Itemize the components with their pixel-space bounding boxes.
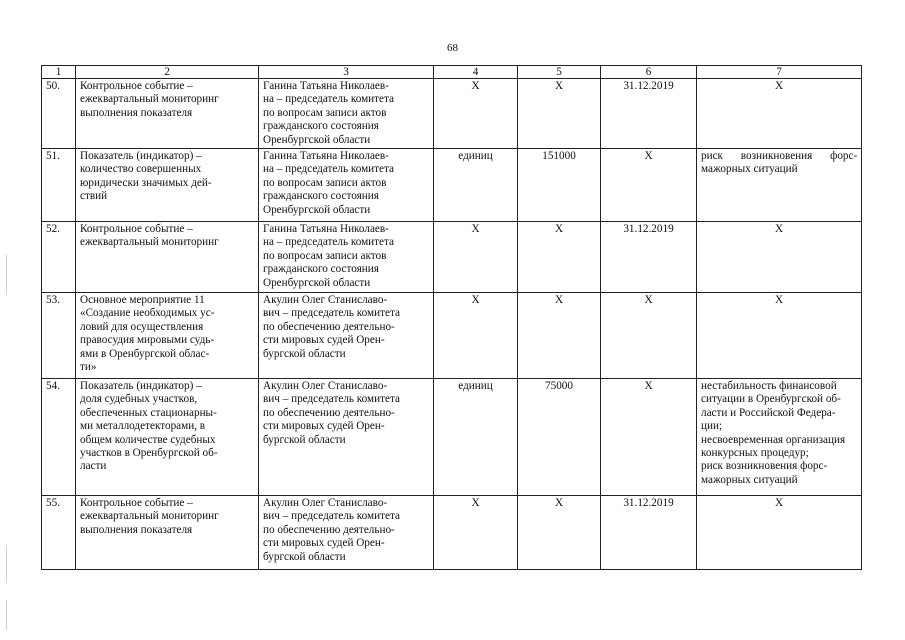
responsible-cell bbox=[259, 293, 434, 379]
event-name-line: Основное мероприятие 11 bbox=[80, 294, 205, 306]
event-name-line: юридически значимых дей- bbox=[80, 176, 212, 189]
responsible-line: гражданского состояния bbox=[263, 263, 379, 276]
column-number-row bbox=[42, 66, 862, 79]
risk-cell bbox=[697, 293, 862, 379]
column-number: 1 bbox=[42, 66, 76, 79]
responsible-line: по вопросам записи актов bbox=[263, 176, 387, 189]
responsible-line: сти мировых судей Орен- bbox=[263, 537, 385, 550]
responsible-line: Ганина Татьяна Николаев- bbox=[263, 223, 389, 235]
risk-line: Х bbox=[774, 294, 784, 306]
event-name-line: количество совершенных bbox=[80, 163, 202, 176]
risk-line: риск возникновения форс- bbox=[701, 150, 858, 162]
table-row bbox=[42, 496, 862, 570]
event-name-line: участков в Оренбургской об- bbox=[80, 447, 218, 460]
event-name-line: ствий bbox=[80, 190, 108, 203]
event-name-line: общем количестве судебных bbox=[80, 433, 216, 446]
responsible-cell bbox=[259, 379, 434, 496]
risk-line: конкурсных процедур; bbox=[701, 447, 809, 460]
table-row bbox=[42, 79, 862, 149]
risk-line: ситуации в Оренбургской об- bbox=[701, 393, 841, 406]
column-number: 5 bbox=[518, 66, 601, 79]
responsible-line: гражданского состояния bbox=[263, 120, 379, 133]
responsible-line: бургской области bbox=[263, 433, 346, 446]
row-number: 51. bbox=[42, 149, 76, 222]
event-name-line: ежеквартальный мониторинг bbox=[80, 93, 219, 106]
risk-line: нестабильность финансовой bbox=[701, 380, 837, 392]
responsible-cell bbox=[259, 79, 434, 149]
row-number: 53. bbox=[42, 293, 76, 379]
responsible-cell bbox=[259, 496, 434, 570]
events-table bbox=[41, 65, 862, 570]
value-cell: Х bbox=[518, 79, 601, 149]
value-cell: Х bbox=[518, 222, 601, 293]
event-name-line: ежеквартальный мониторинг bbox=[80, 510, 219, 523]
responsible-line: по вопросам записи актов bbox=[263, 249, 387, 262]
responsible-line: бургской области bbox=[263, 550, 346, 563]
responsible-line: сти мировых судей Орен- bbox=[263, 420, 385, 433]
event-name-line: обеспеченных стационарны- bbox=[80, 406, 217, 419]
event-name-line: Контрольное событие – bbox=[80, 80, 193, 92]
row-number: 50. bbox=[42, 79, 76, 149]
risk-line: ласти и Российской Федера- bbox=[701, 406, 836, 419]
responsible-line: на – председатель комитета bbox=[263, 236, 395, 249]
table-row bbox=[42, 149, 862, 222]
event-name-line: Контрольное событие – bbox=[80, 223, 193, 235]
table-row bbox=[42, 379, 862, 496]
event-name-cell bbox=[76, 379, 259, 496]
column-number: 2 bbox=[76, 66, 259, 79]
row-number: 52. bbox=[42, 222, 76, 293]
risk-cell bbox=[697, 222, 862, 293]
responsible-cell bbox=[259, 149, 434, 222]
responsible-line: по обеспечению деятельно- bbox=[263, 320, 395, 333]
responsible-line: по обеспечению деятельно- bbox=[263, 523, 395, 536]
risk-cell bbox=[697, 379, 862, 496]
responsible-cell bbox=[259, 222, 434, 293]
table-row bbox=[42, 293, 862, 379]
responsible-line: Акулин Олег Станиславо- bbox=[263, 380, 388, 392]
event-name-line: ти» bbox=[80, 361, 97, 374]
event-name-cell bbox=[76, 222, 259, 293]
responsible-line: Ганина Татьяна Николаев- bbox=[263, 150, 389, 162]
event-name-line: ласти bbox=[80, 460, 107, 473]
date-cell: 31.12.2019 bbox=[601, 496, 697, 570]
value-cell: Х bbox=[518, 496, 601, 570]
responsible-line: вич – председатель комитета bbox=[263, 393, 400, 406]
risk-line: мажорных ситуаций bbox=[701, 473, 798, 486]
responsible-line: Оренбургской области bbox=[263, 203, 371, 216]
unit-cell: Х bbox=[434, 293, 518, 379]
date-cell: Х bbox=[601, 379, 697, 496]
event-name-line: «Создание необходимых ус- bbox=[80, 307, 215, 320]
responsible-line: по обеспечению деятельно- bbox=[263, 406, 395, 419]
column-number: 3 bbox=[259, 66, 434, 79]
event-name-line: Контрольное событие – bbox=[80, 497, 193, 509]
event-name-line: правосудия мировыми судь- bbox=[80, 334, 215, 347]
event-name-line: выполнения показателя bbox=[80, 523, 193, 536]
risk-line: несвоевременная организация bbox=[701, 433, 846, 446]
event-name-line: ежеквартальный мониторинг bbox=[80, 236, 219, 249]
risk-line: ции; bbox=[701, 420, 723, 433]
date-cell: 31.12.2019 bbox=[601, 79, 697, 149]
unit-cell: единиц bbox=[434, 149, 518, 222]
scan-edge-mark bbox=[6, 545, 7, 583]
event-name-cell bbox=[76, 79, 259, 149]
page-number: 68 bbox=[447, 42, 458, 54]
value-cell: Х bbox=[518, 293, 601, 379]
event-name-cell bbox=[76, 496, 259, 570]
risk-cell bbox=[697, 79, 862, 149]
risk-line: Х bbox=[774, 223, 784, 235]
responsible-line: на – председатель комитета bbox=[263, 163, 395, 176]
responsible-line: сти мировых судей Орен- bbox=[263, 334, 385, 347]
event-name-cell bbox=[76, 149, 259, 222]
responsible-line: вич – председатель комитета bbox=[263, 307, 400, 320]
responsible-line: Ганина Татьяна Николаев- bbox=[263, 80, 389, 92]
risk-cell bbox=[697, 496, 862, 570]
date-cell: 31.12.2019 bbox=[601, 222, 697, 293]
scan-edge-mark bbox=[6, 600, 7, 630]
event-name-line: ловий для осуществления bbox=[80, 320, 204, 333]
scan-edge-mark bbox=[6, 255, 7, 295]
responsible-line: Оренбургской области bbox=[263, 276, 371, 289]
event-name-line: ми металлодетекторами, в bbox=[80, 420, 206, 433]
value-cell: 151000 bbox=[518, 149, 601, 222]
risk-line: мажорных ситуаций bbox=[701, 163, 798, 176]
responsible-line: Акулин Олег Станиславо- bbox=[263, 497, 388, 509]
column-number: 4 bbox=[434, 66, 518, 79]
responsible-line: гражданского состояния bbox=[263, 190, 379, 203]
risk-line: риск возникновения форс- bbox=[701, 460, 828, 473]
row-number: 55. bbox=[42, 496, 76, 570]
table-row bbox=[42, 222, 862, 293]
event-name-cell bbox=[76, 293, 259, 379]
unit-cell: Х bbox=[434, 222, 518, 293]
responsible-line: Оренбургской области bbox=[263, 133, 371, 146]
event-name-line: выполнения показателя bbox=[80, 106, 193, 119]
date-cell: Х bbox=[601, 293, 697, 379]
risk-line: Х bbox=[774, 497, 784, 509]
unit-cell: единиц bbox=[434, 379, 518, 496]
column-number: 7 bbox=[697, 66, 862, 79]
event-name-line: доля судебных участков, bbox=[80, 393, 198, 406]
responsible-line: по вопросам записи актов bbox=[263, 106, 387, 119]
event-name-line: Показатель (индикатор) – bbox=[80, 380, 202, 392]
responsible-line: бургской области bbox=[263, 347, 346, 360]
column-number: 6 bbox=[601, 66, 697, 79]
date-cell: Х bbox=[601, 149, 697, 222]
event-name-line: ями в Оренбургской облас- bbox=[80, 347, 210, 360]
responsible-line: Акулин Олег Станиславо- bbox=[263, 294, 388, 306]
risk-cell bbox=[697, 149, 862, 222]
responsible-line: вич – председатель комитета bbox=[263, 510, 400, 523]
row-number: 54. bbox=[42, 379, 76, 496]
risk-line: Х bbox=[774, 80, 784, 92]
unit-cell: Х bbox=[434, 496, 518, 570]
responsible-line: на – председатель комитета bbox=[263, 93, 395, 106]
value-cell: 75000 bbox=[518, 379, 601, 496]
event-name-line: Показатель (индикатор) – bbox=[80, 150, 202, 162]
unit-cell: Х bbox=[434, 79, 518, 149]
